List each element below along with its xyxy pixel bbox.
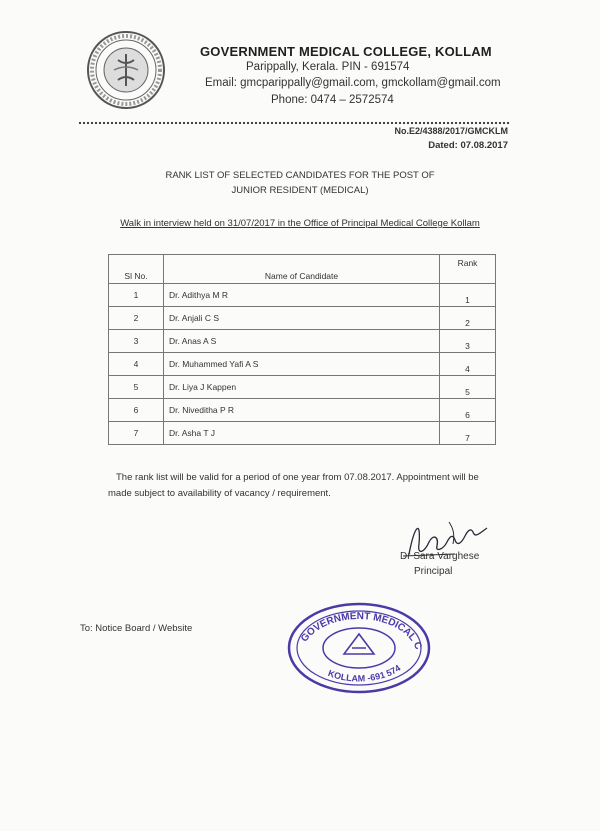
- cell-name: Dr. Liya J Kappen: [164, 376, 440, 399]
- college-name: GOVERNMENT MEDICAL COLLEGE, KOLLAM: [200, 44, 492, 59]
- cell-name: Dr. Adithya M R: [164, 284, 440, 307]
- cell-sl: 1: [109, 284, 164, 307]
- svg-text:GOVERNMENT MEDICAL C: [299, 611, 424, 651]
- table-row: [109, 307, 496, 330]
- cell-name: Dr. Muhammed Yafi A S: [164, 353, 440, 376]
- cell-name: Dr. Asha T J: [164, 422, 440, 445]
- cell-sl: 3: [109, 330, 164, 353]
- rank-list-table: [108, 254, 496, 445]
- cell-sl: 2: [109, 307, 164, 330]
- cell-name: Dr. Anas A S: [164, 330, 440, 353]
- cell-name: Dr. Anjali C S: [164, 307, 440, 330]
- cell-rank: 1: [440, 284, 496, 307]
- table-header-row: [109, 255, 496, 284]
- header-rank: Rank: [440, 255, 496, 284]
- svg-text:KOLLAM -691 574: [327, 663, 403, 684]
- validity-note-line1: The rank list will be valid for a period of one year from 07.08.2017. Appointment will be: [116, 472, 479, 483]
- table-row: [109, 376, 496, 399]
- document-heading-line2: JUNIOR RESIDENT (MEDICAL): [231, 185, 369, 196]
- signatory-name: Dr Sara Varghese: [400, 551, 480, 562]
- table-row: [109, 422, 496, 445]
- table-row: [109, 399, 496, 422]
- college-emblem-logo: [86, 30, 166, 110]
- walkin-interview-note: Walk in interview held on 31/07/2017 in the Office of Principal Medical College Kollam: [120, 218, 480, 229]
- college-address: Parippally, Kerala. PIN - 691574: [246, 61, 410, 73]
- validity-note-line2: made subject to availability of vacancy / requirement.: [108, 488, 331, 499]
- cell-rank: 6: [440, 399, 496, 422]
- seal-bottom-text: KOLLAM -691 574: [326, 662, 403, 684]
- cell-sl: 6: [109, 399, 164, 422]
- official-seal-stamp: [284, 598, 434, 694]
- table-row: [109, 330, 496, 353]
- signatory-designation: Principal: [414, 566, 453, 577]
- dotted-divider: [78, 121, 510, 125]
- header-sl-no: Sl No.: [109, 255, 164, 284]
- cell-sl: 4: [109, 353, 164, 376]
- reference-date: Dated: 07.08.2017: [428, 140, 508, 151]
- recipient-line: To: Notice Board / Website: [80, 623, 193, 634]
- cell-sl: 5: [109, 376, 164, 399]
- cell-rank: 5: [440, 376, 496, 399]
- cell-rank: 7: [440, 422, 496, 445]
- cell-rank: 2: [440, 307, 496, 330]
- reference-number: No.E2/4388/2017/GMCKLM: [394, 126, 508, 136]
- cell-rank: 3: [440, 330, 496, 353]
- college-email: Email: gmcparippally@gmail.com, gmckollam@gmail.com: [205, 77, 501, 89]
- document-heading-line1: RANK LIST OF SELECTED CANDIDATES FOR THE POST OF: [165, 170, 435, 181]
- cell-rank: 4: [440, 353, 496, 376]
- header-name: Name of Candidate: [164, 255, 440, 284]
- table-row: [109, 284, 496, 307]
- seal-top-text: GOVERNMENT MEDICAL C: [298, 610, 424, 652]
- cell-name: Dr. Niveditha P R: [164, 399, 440, 422]
- college-phone: Phone: 0474 – 2572574: [271, 94, 394, 106]
- cell-sl: 7: [109, 422, 164, 445]
- table-row: [109, 353, 496, 376]
